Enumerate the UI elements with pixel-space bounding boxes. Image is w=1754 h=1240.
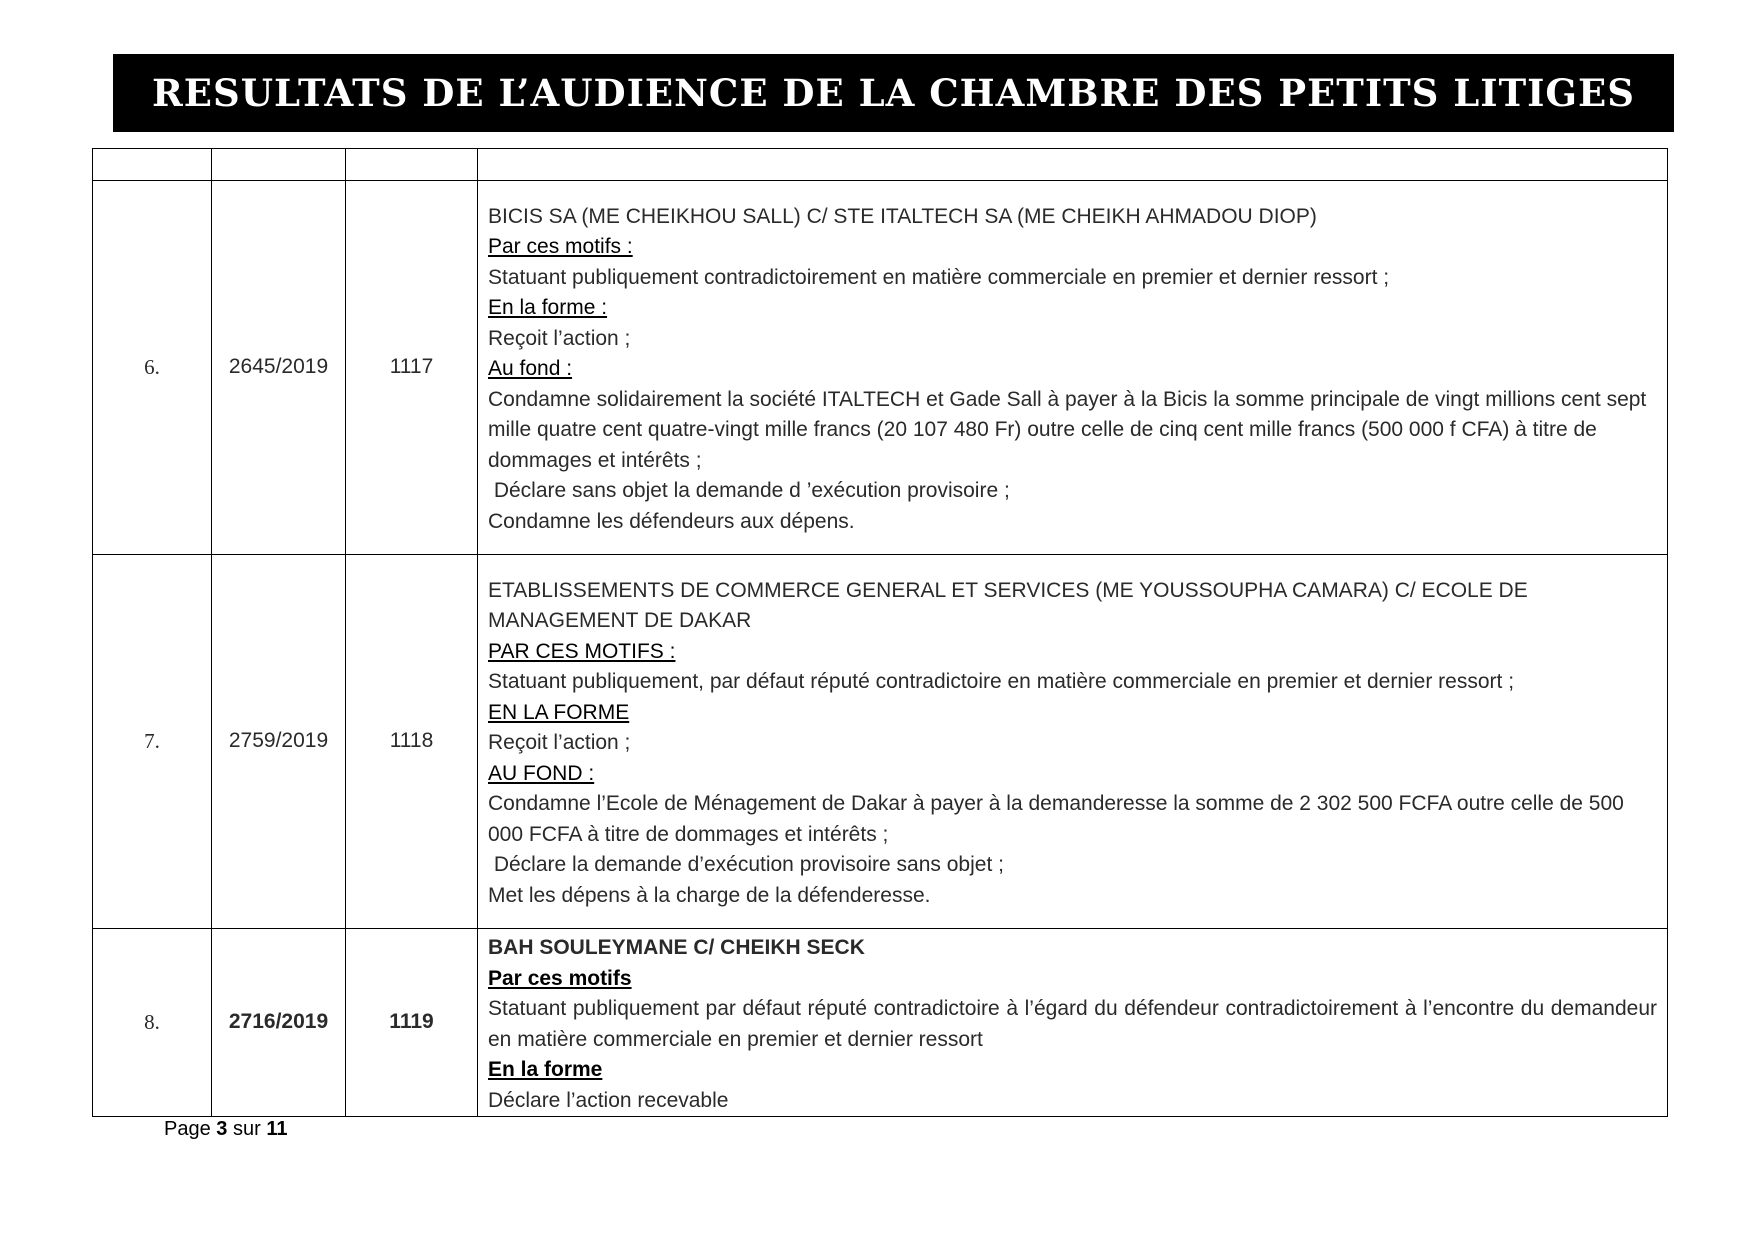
document-title: RESULTATS DE L’AUDIENCE DE LA CHAMBRE DES PETITS LITIGES [152,71,1635,115]
current-page: 3 [216,1118,228,1140]
forme-heading: En la forme [488,1058,603,1081]
fond-line: Condamne les défendeurs aux dépens. [488,509,855,533]
case-decision [478,181,1668,555]
case-rg: 2759/2019 [212,555,346,929]
header-cell-rg [212,149,346,181]
motifs-heading: PAR CES MOTIFS : [488,639,676,663]
header-cell-number [93,149,212,181]
case-rg: 2716/2019 [212,929,346,1117]
table-row [93,929,1668,1117]
fond-line: Condamne l’Ecole de Ménagement de Dakar à payer à la demanderesse la somme de 2 302 500 FCFA outre celle de 500 000 FCFA à titre de dommages et intérêts ; [488,792,1624,846]
header-banner [113,54,1674,132]
case-parties: BICIS SA (ME CHEIKHOU SALL) C/ STE ITALTECH SA (ME CHEIKH AHMADOU DIOP) [488,204,1317,228]
forme-text: Reçoit l’action ; [488,326,631,350]
fond-line: Déclare sans objet la demande d ’exécution provisoire ; [488,479,1010,503]
case-decision [478,929,1668,1117]
table-row [93,181,1668,555]
results-table [92,148,1668,1117]
forme-text: Reçoit l’action ; [488,731,631,755]
case-number: 8. [93,929,212,1117]
of-label: sur [232,1118,261,1140]
case-repertoire: 1119 [346,929,478,1117]
table-row [93,555,1668,929]
forme-text: Déclare l’action recevable [488,1088,729,1112]
case-repertoire: 1118 [346,555,478,929]
page-footer [164,1118,287,1141]
case-rg: 2645/2019 [212,181,346,555]
motifs-text: Statuant publiquement contradictoirement en matière commerciale en premier et dernier ressort ; [488,265,1390,289]
total-pages: 11 [266,1118,288,1140]
fond-line: Déclare la demande d’exécution provisoire sans objet ; [488,853,1004,877]
case-decision [478,555,1668,929]
motifs-text: Statuant publiquement par défaut réputé contradictoire à l’égard du défendeur contradictoirement à l’encontre du demandeur en matière commerciale en premier et dernier ressort [488,997,1657,1051]
fond-line: Condamne solidairement la société ITALTECH et Gade Sall à payer à la Bicis la somme principale de vingt millions cent sept mille quatre cent quatre-vingt mille francs (20 107 480 Fr) outre celle de cinq cent mille francs (500 000 f CFA) à titre de dommages et intérêts ; [488,387,1647,472]
forme-heading: EN LA FORME [488,700,630,724]
case-parties: BAH SOULEYMANE C/ CHEIKH SECK [488,936,865,959]
forme-heading: En la forme : [488,296,608,320]
fond-heading: Au fond : [488,357,573,381]
case-number: 6. [93,181,212,555]
motifs-text: Statuant publiquement, par défaut réputé contradictoire en matière commerciale en premier et dernier ressort ; [488,670,1515,694]
motifs-heading: Par ces motifs : [488,235,633,259]
motifs-heading: Par ces motifs [488,966,632,990]
case-repertoire: 1117 [346,181,478,555]
header-cell-decision [478,149,1668,181]
case-number: 7. [93,555,212,929]
fond-heading: AU FOND : [488,761,595,785]
fond-line: Met les dépens à la charge de la défenderesse. [488,883,931,907]
table-header-row [93,149,1668,181]
header-cell-repertoire [346,149,478,181]
case-parties: ETABLISSEMENTS DE COMMERCE GENERAL ET SERVICES (ME YOUSSOUPHA CAMARA) C/ ECOLE DE MANAGEMENT DE DAKAR [488,578,1528,633]
page-label: Page [164,1118,211,1140]
